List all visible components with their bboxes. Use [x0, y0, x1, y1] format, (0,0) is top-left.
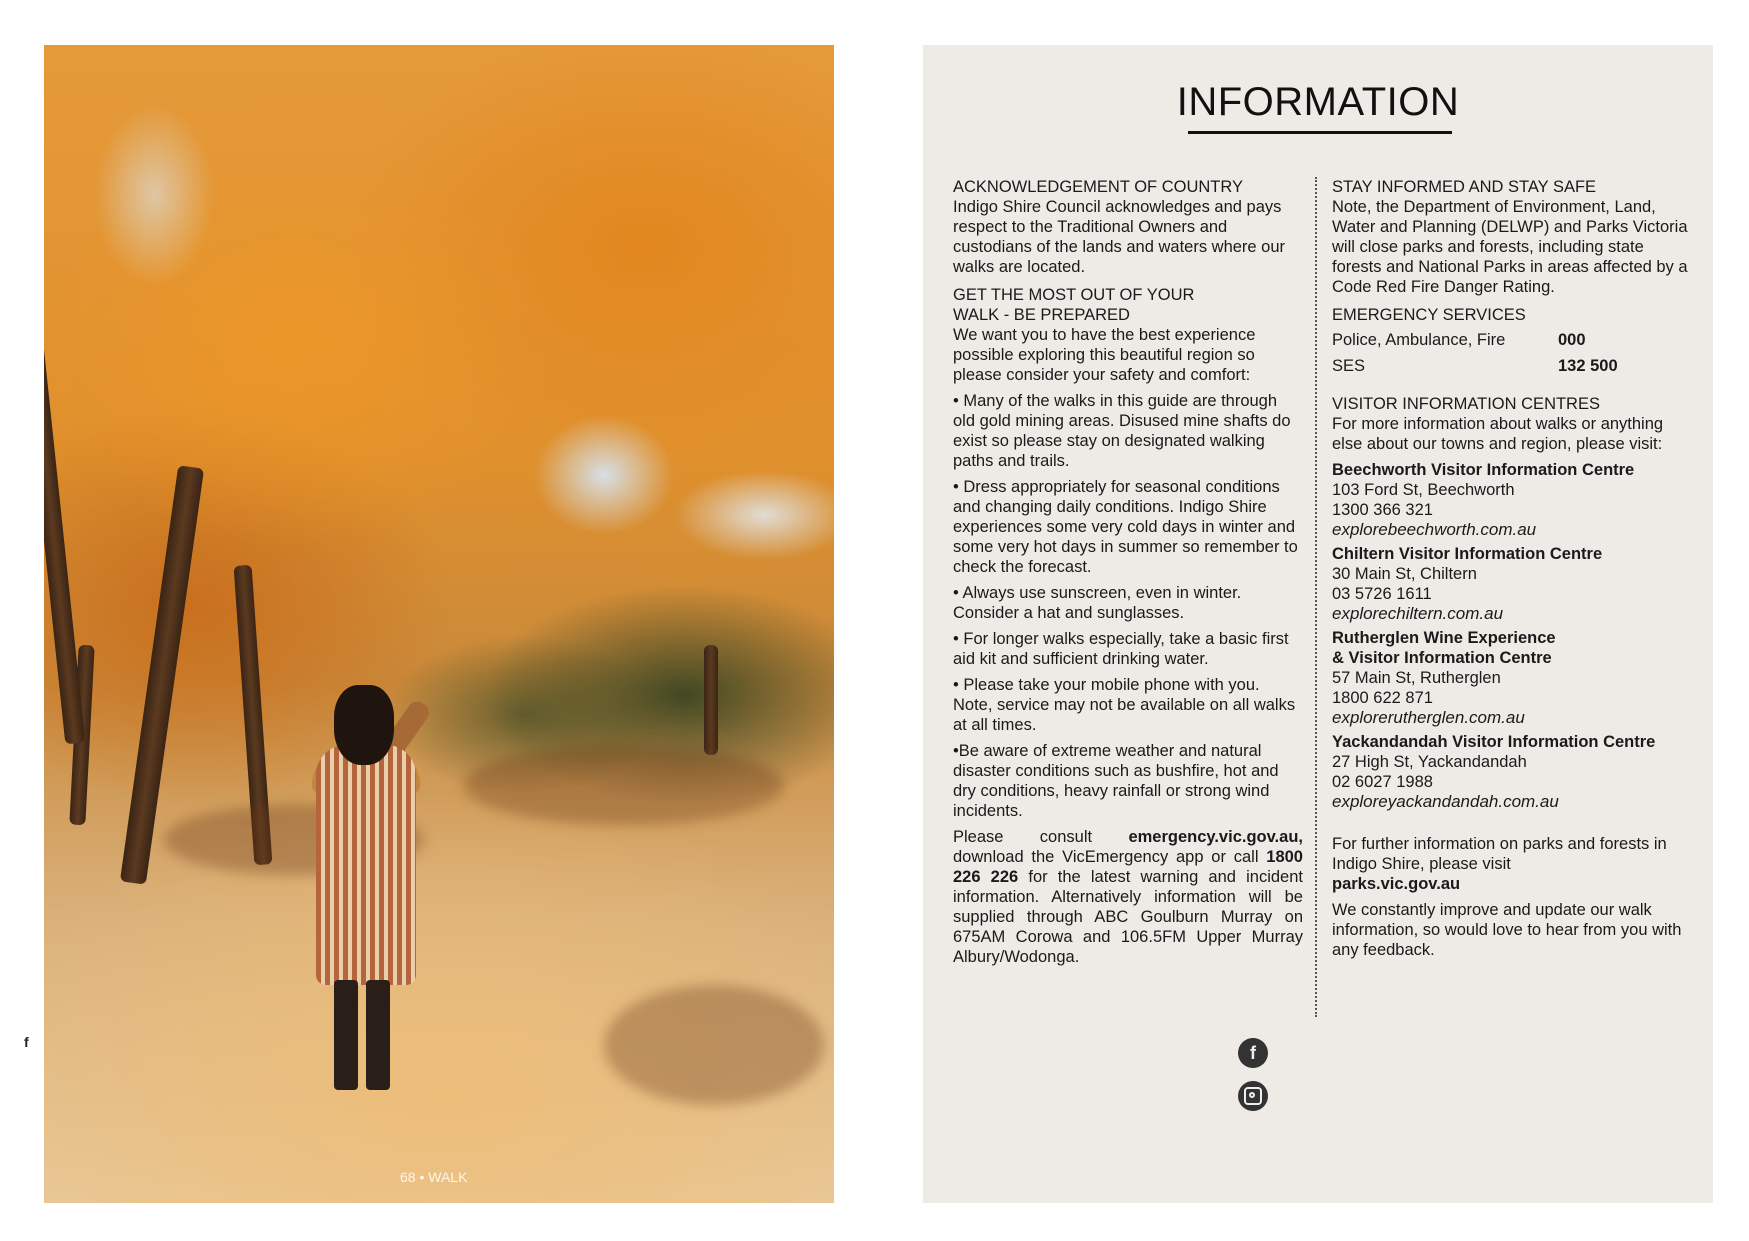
bullet-item: • Many of the walks in this guide are through old gold mining areas. Disused mine shafts do exist so please stay on designated walking paths and trails. [953, 392, 1291, 470]
visitor-section [1332, 394, 1697, 454]
centre-address: 27 High St, Yackandandah [1332, 753, 1527, 771]
centre-website-link[interactable]: exploreyackandandah.com.au [1332, 792, 1559, 811]
centre-phone: 1300 366 321 [1332, 501, 1433, 519]
parks-link[interactable]: parks.vic.gov.au [1332, 875, 1461, 893]
bullet-item: •Be aware of extreme weather and natural disaster conditions such as bushfire, hot and dry conditions, heavy rainfall or strong wind incidents. [953, 742, 1279, 820]
bullet-item: • Dress appropriately for seasonal conditions and changing daily conditions. Indigo Shire experiences some very cold days in winter and some very hot days in summer so remember to check the forecast. [953, 478, 1298, 576]
column-divider [1315, 177, 1317, 1017]
instagram-icon[interactable] [1238, 1081, 1268, 1111]
acknowledgement-section [953, 177, 1303, 277]
bullet-item: • For longer walks especially, take a basic first aid kit and sufficient drinking water. [953, 630, 1289, 668]
centre-website-link[interactable]: explorerutherglen.com.au [1332, 708, 1525, 727]
service-name: Police, Ambulance, Fire [1332, 331, 1506, 349]
stay-safe-body: Note, the Department of Environment, Land, Water and Planning (DELWP) and Parks Victoria will close parks and forests, including state forests and National Parks in areas affected by a Code Red Fire Danger Rating. [1332, 198, 1688, 296]
bullet-item: • Always use sunscreen, even in winter. Consider a hat and sunglasses. [953, 584, 1242, 622]
centre-address: 103 Ford St, Beechworth [1332, 481, 1515, 499]
stray-mark: f [24, 1034, 29, 1050]
visitor-centre [1332, 732, 1697, 812]
tree-trunk [704, 645, 718, 755]
centre-name: Yackandandah Visitor Information Centre [1332, 733, 1656, 751]
title-underline [1188, 131, 1452, 134]
centre-name-line2: & Visitor Information Centre [1332, 649, 1552, 667]
emergency-heading: EMERGENCY SERVICES [1332, 306, 1526, 324]
page-title: INFORMATION [1176, 80, 1460, 124]
emergency-row [1332, 330, 1697, 350]
prepared-section [953, 285, 1303, 385]
visitor-intro: For more information about walks or anything else about our towns and region, please visit: [1332, 415, 1664, 453]
prepared-intro: We want you to have the best experience possible exploring this beautiful region so please consider your safety and comfort: [953, 326, 1256, 384]
left-column [953, 177, 1303, 973]
consult-pre: Please consult [953, 828, 1129, 846]
person-striped-dress [316, 745, 416, 985]
person-hair [334, 685, 394, 765]
bullet-item: • Please take your mobile phone with you. Note, service may not be available on all walks at all times. [953, 676, 1296, 734]
emergency-row [1332, 356, 1697, 376]
centre-name: Chiltern Visitor Information Centre [1332, 545, 1603, 563]
visitor-heading: VISITOR INFORMATION CENTRES [1332, 395, 1600, 413]
centre-address: 57 Main St, Rutherglen [1332, 669, 1501, 687]
emergency-phone: 1800 226 226 [953, 848, 1303, 886]
information-panel [923, 45, 1713, 1203]
acknowledgement-heading: ACKNOWLEDGEMENT OF COUNTRY [953, 178, 1243, 196]
emergency-link[interactable]: emergency.vic.gov.au, [1128, 828, 1303, 846]
service-number: 132 500 [1558, 357, 1618, 375]
feedback-paragraph: We constantly improve and update our walk information, so would love to hear from you with any feedback. [1332, 901, 1682, 959]
ground-shadow [604, 985, 824, 1105]
centre-address: 30 Main St, Chiltern [1332, 565, 1477, 583]
parks-text: For further information on parks and forests in Indigo Shire, please visit [1332, 835, 1667, 873]
service-name: SES [1332, 357, 1366, 375]
consult-paragraph [953, 827, 1303, 967]
centre-phone: 02 6027 1988 [1332, 773, 1433, 791]
autumn-photo [44, 45, 834, 1203]
prepared-heading-line1: GET THE MOST OUT OF YOUR [953, 286, 1195, 304]
centre-website-link[interactable]: explorechiltern.com.au [1332, 604, 1504, 623]
visitor-centre [1332, 544, 1697, 624]
centre-phone: 1800 622 871 [1332, 689, 1433, 707]
stay-safe-heading: STAY INFORMED AND STAY SAFE [1332, 178, 1597, 196]
prepared-heading-line2: WALK - BE PREPARED [953, 306, 1130, 324]
person-boot [366, 980, 390, 1090]
ground-shadow [464, 745, 784, 825]
instagram-glyph [1244, 1087, 1262, 1105]
centre-name-line1: Rutherglen Wine Experience [1332, 629, 1556, 647]
facebook-icon[interactable] [1238, 1038, 1268, 1068]
centre-name: Beechworth Visitor Information Centre [1332, 461, 1635, 479]
visitor-centre [1332, 628, 1697, 728]
service-number: 000 [1558, 331, 1586, 349]
acknowledgement-body: Indigo Shire Council acknowledges and pays respect to the Traditional Owners and custodians of the lands and waters where our walks are located. [953, 198, 1286, 276]
consult-post: for the latest warning and incident information. Alternatively information will be supplied through ABC Goulburn Murray on 675AM Corowa and 106.5FM Upper Murray Albury/Wodonga. [953, 868, 1303, 966]
facebook-glyph: f [1250, 1042, 1256, 1063]
stay-safe-section [1332, 177, 1697, 297]
centre-phone: 03 5726 1611 [1332, 585, 1432, 603]
right-column [1332, 177, 1697, 966]
person-boot [334, 980, 358, 1090]
page-folio: 68 • WALK [400, 1169, 468, 1185]
centre-website-link[interactable]: explorebeechworth.com.au [1332, 520, 1537, 539]
parks-paragraph [1332, 834, 1697, 894]
visitor-centre [1332, 460, 1697, 540]
consult-mid: download the VicEmergency app or call [953, 848, 1267, 866]
